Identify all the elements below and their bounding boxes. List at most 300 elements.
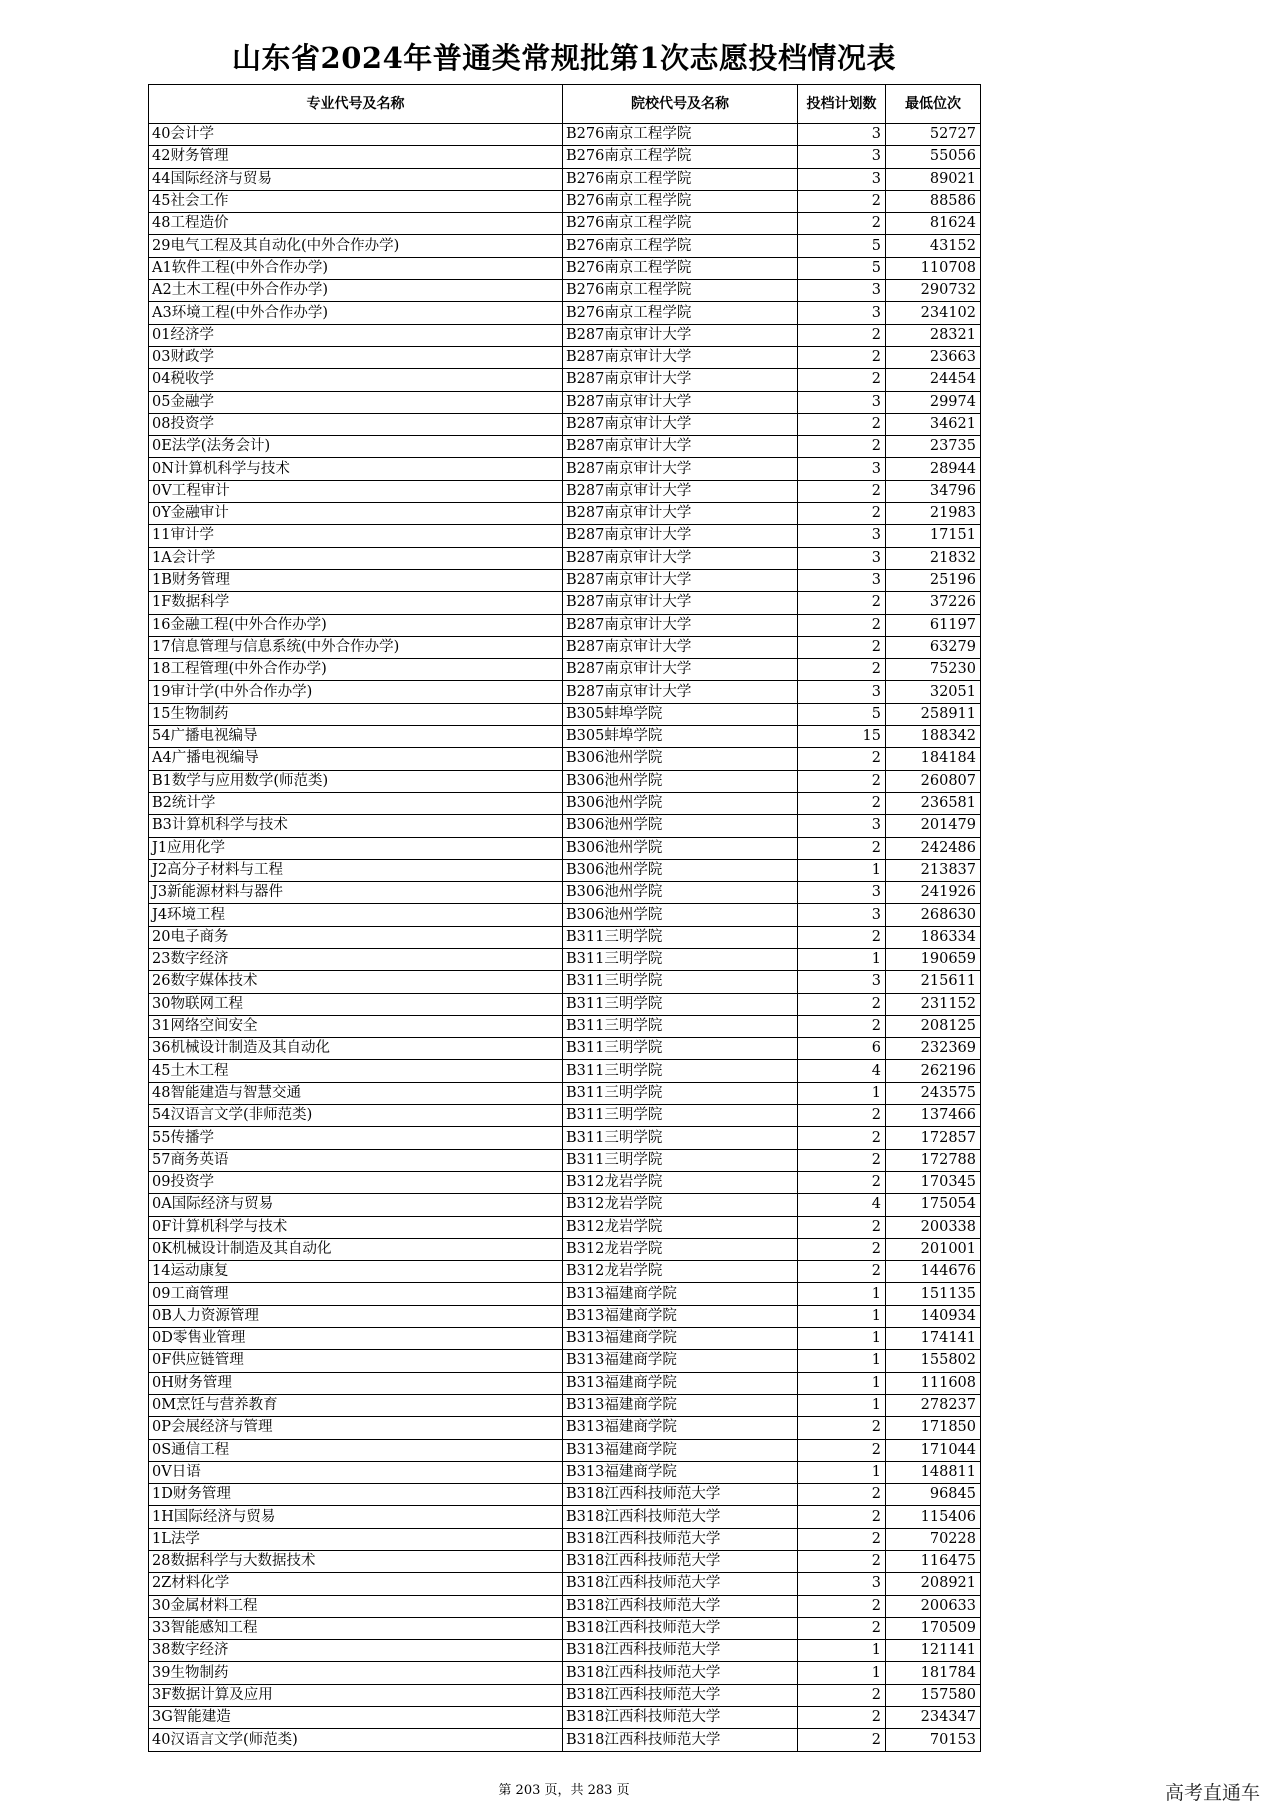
plan-cell: 2 bbox=[798, 503, 886, 525]
rank-cell: 70228 bbox=[886, 1528, 981, 1550]
rank-cell: 200338 bbox=[886, 1216, 981, 1238]
rank-cell: 208921 bbox=[886, 1573, 981, 1595]
header-school: 院校代号及名称 bbox=[563, 85, 798, 124]
plan-cell: 3 bbox=[798, 124, 886, 146]
major-cell: 20电子商务 bbox=[149, 926, 563, 948]
table-row bbox=[149, 1573, 981, 1595]
major-cell: B2统计学 bbox=[149, 792, 563, 814]
major-cell: J1应用化学 bbox=[149, 837, 563, 859]
school-cell: B287南京审计大学 bbox=[563, 458, 798, 480]
rank-cell: 172788 bbox=[886, 1149, 981, 1171]
rank-cell: 148811 bbox=[886, 1461, 981, 1483]
major-cell: 0P会展经济与管理 bbox=[149, 1417, 563, 1439]
plan-cell: 1 bbox=[798, 1305, 886, 1327]
major-cell: 36机械设计制造及其自动化 bbox=[149, 1038, 563, 1060]
table-row bbox=[149, 948, 981, 970]
school-cell: B287南京审计大学 bbox=[563, 681, 798, 703]
plan-cell: 2 bbox=[798, 1127, 886, 1149]
rank-cell: 234347 bbox=[886, 1707, 981, 1729]
school-cell: B311三明学院 bbox=[563, 1082, 798, 1104]
school-cell: B313福建商学院 bbox=[563, 1439, 798, 1461]
plan-cell: 3 bbox=[798, 525, 886, 547]
school-cell: B318江西科技师范大学 bbox=[563, 1528, 798, 1550]
school-cell: B276南京工程学院 bbox=[563, 257, 798, 279]
school-cell: B287南京审计大学 bbox=[563, 324, 798, 346]
header-rank: 最低位次 bbox=[886, 85, 981, 124]
school-cell: B311三明学院 bbox=[563, 971, 798, 993]
plan-cell: 1 bbox=[798, 1394, 886, 1416]
school-cell: B318江西科技师范大学 bbox=[563, 1729, 798, 1751]
school-cell: B306池州学院 bbox=[563, 904, 798, 926]
major-cell: 3F数据计算及应用 bbox=[149, 1684, 563, 1706]
school-cell: B318江西科技师范大学 bbox=[563, 1684, 798, 1706]
plan-cell: 1 bbox=[798, 1662, 886, 1684]
table-row bbox=[149, 1105, 981, 1127]
major-cell: 0D零售业管理 bbox=[149, 1328, 563, 1350]
plan-cell: 3 bbox=[798, 1573, 886, 1595]
school-cell: B318江西科技师范大学 bbox=[563, 1707, 798, 1729]
school-cell: B287南京审计大学 bbox=[563, 413, 798, 435]
plan-cell: 2 bbox=[798, 1707, 886, 1729]
rank-cell: 172857 bbox=[886, 1127, 981, 1149]
rank-cell: 110708 bbox=[886, 257, 981, 279]
plan-cell: 2 bbox=[798, 1551, 886, 1573]
table-row bbox=[149, 235, 981, 257]
school-cell: B287南京审计大学 bbox=[563, 614, 798, 636]
major-cell: 42财务管理 bbox=[149, 146, 563, 168]
table-row bbox=[149, 1372, 981, 1394]
school-cell: B313福建商学院 bbox=[563, 1283, 798, 1305]
rank-cell: 186334 bbox=[886, 926, 981, 948]
page-title: 山东省2024年普通类常规批第1次志愿投档情况表 bbox=[232, 41, 896, 75]
major-cell: 04税收学 bbox=[149, 369, 563, 391]
rank-cell: 157580 bbox=[886, 1684, 981, 1706]
rank-cell: 116475 bbox=[886, 1551, 981, 1573]
plan-cell: 5 bbox=[798, 703, 886, 725]
rank-cell: 241926 bbox=[886, 882, 981, 904]
rank-cell: 242486 bbox=[886, 837, 981, 859]
major-cell: 54汉语言文学(非师范类) bbox=[149, 1105, 563, 1127]
major-cell: 19审计学(中外合作办学) bbox=[149, 681, 563, 703]
rank-cell: 215611 bbox=[886, 971, 981, 993]
school-cell: B287南京审计大学 bbox=[563, 436, 798, 458]
plan-cell: 2 bbox=[798, 1216, 886, 1238]
rank-cell: 258911 bbox=[886, 703, 981, 725]
school-cell: B312龙岩学院 bbox=[563, 1216, 798, 1238]
plan-cell: 1 bbox=[798, 1640, 886, 1662]
table-row bbox=[149, 681, 981, 703]
major-cell: A1软件工程(中外合作办学) bbox=[149, 257, 563, 279]
major-cell: 29电气工程及其自动化(中外合作办学) bbox=[149, 235, 563, 257]
school-cell: B311三明学院 bbox=[563, 993, 798, 1015]
school-cell: B311三明学院 bbox=[563, 1015, 798, 1037]
major-cell: 48工程造价 bbox=[149, 213, 563, 235]
rank-cell: 278237 bbox=[886, 1394, 981, 1416]
school-cell: B287南京审计大学 bbox=[563, 659, 798, 681]
school-cell: B306池州学院 bbox=[563, 770, 798, 792]
major-cell: B1数学与应用数学(师范类) bbox=[149, 770, 563, 792]
table-row bbox=[149, 1283, 981, 1305]
major-cell: 44国际经济与贸易 bbox=[149, 168, 563, 190]
table-row bbox=[149, 480, 981, 502]
major-cell: 0V日语 bbox=[149, 1461, 563, 1483]
school-cell: B287南京审计大学 bbox=[563, 525, 798, 547]
table-row bbox=[149, 1350, 981, 1372]
school-cell: B287南京审计大学 bbox=[563, 592, 798, 614]
rank-cell: 188342 bbox=[886, 726, 981, 748]
major-cell: 0K机械设计制造及其自动化 bbox=[149, 1238, 563, 1260]
rank-cell: 25196 bbox=[886, 569, 981, 591]
major-cell: 0F供应链管理 bbox=[149, 1350, 563, 1372]
rank-cell: 175054 bbox=[886, 1194, 981, 1216]
table-row bbox=[149, 748, 981, 770]
rank-cell: 234102 bbox=[886, 302, 981, 324]
major-cell: 0S通信工程 bbox=[149, 1439, 563, 1461]
school-cell: B312龙岩学院 bbox=[563, 1238, 798, 1260]
rank-cell: 231152 bbox=[886, 993, 981, 1015]
major-cell: A2土木工程(中外合作办学) bbox=[149, 280, 563, 302]
rank-cell: 144676 bbox=[886, 1261, 981, 1283]
school-cell: B287南京审计大学 bbox=[563, 547, 798, 569]
header-plan: 投档计划数 bbox=[798, 85, 886, 124]
school-cell: B311三明学院 bbox=[563, 1060, 798, 1082]
major-cell: 01经济学 bbox=[149, 324, 563, 346]
plan-cell: 1 bbox=[798, 1328, 886, 1350]
table-row bbox=[149, 1194, 981, 1216]
major-cell: 0H财务管理 bbox=[149, 1372, 563, 1394]
school-cell: B276南京工程学院 bbox=[563, 302, 798, 324]
school-cell: B306池州学院 bbox=[563, 837, 798, 859]
major-cell: 1F数据科学 bbox=[149, 592, 563, 614]
rank-cell: 290732 bbox=[886, 280, 981, 302]
table-row bbox=[149, 1305, 981, 1327]
plan-cell: 2 bbox=[798, 1595, 886, 1617]
major-cell: 0Y金融审计 bbox=[149, 503, 563, 525]
plan-cell: 2 bbox=[798, 636, 886, 658]
major-cell: 2Z材料化学 bbox=[149, 1573, 563, 1595]
school-cell: B312龙岩学院 bbox=[563, 1171, 798, 1193]
rank-cell: 21983 bbox=[886, 503, 981, 525]
plan-cell: 2 bbox=[798, 1149, 886, 1171]
plan-cell: 2 bbox=[798, 1506, 886, 1528]
school-cell: B276南京工程学院 bbox=[563, 146, 798, 168]
plan-cell: 2 bbox=[798, 659, 886, 681]
table-row bbox=[149, 636, 981, 658]
table-row bbox=[149, 1328, 981, 1350]
plan-cell: 1 bbox=[798, 1461, 886, 1483]
table-row bbox=[149, 458, 981, 480]
rank-cell: 140934 bbox=[886, 1305, 981, 1327]
table-header-row bbox=[149, 85, 981, 124]
rank-cell: 201479 bbox=[886, 815, 981, 837]
plan-cell: 1 bbox=[798, 948, 886, 970]
plan-cell: 5 bbox=[798, 257, 886, 279]
plan-cell: 2 bbox=[798, 190, 886, 212]
table-row bbox=[149, 1216, 981, 1238]
rank-cell: 171044 bbox=[886, 1439, 981, 1461]
header-major: 专业代号及名称 bbox=[149, 85, 563, 124]
major-cell: 0B人力资源管理 bbox=[149, 1305, 563, 1327]
table-row bbox=[149, 904, 981, 926]
rank-cell: 23663 bbox=[886, 346, 981, 368]
school-cell: B306池州学院 bbox=[563, 792, 798, 814]
rank-cell: 28944 bbox=[886, 458, 981, 480]
table-row bbox=[149, 525, 981, 547]
table-row bbox=[149, 369, 981, 391]
rank-cell: 121141 bbox=[886, 1640, 981, 1662]
school-cell: B287南京审计大学 bbox=[563, 480, 798, 502]
plan-cell: 2 bbox=[798, 480, 886, 502]
major-cell: 30物联网工程 bbox=[149, 993, 563, 1015]
plan-cell: 2 bbox=[798, 1484, 886, 1506]
major-cell: 14运动康复 bbox=[149, 1261, 563, 1283]
table-row bbox=[149, 1640, 981, 1662]
rank-cell: 34796 bbox=[886, 480, 981, 502]
plan-cell: 2 bbox=[798, 614, 886, 636]
school-cell: B276南京工程学院 bbox=[563, 280, 798, 302]
table-row bbox=[149, 1015, 981, 1037]
major-cell: 0M烹饪与营养教育 bbox=[149, 1394, 563, 1416]
rank-cell: 63279 bbox=[886, 636, 981, 658]
plan-cell: 3 bbox=[798, 302, 886, 324]
school-cell: B312龙岩学院 bbox=[563, 1261, 798, 1283]
plan-cell: 3 bbox=[798, 882, 886, 904]
plan-cell: 2 bbox=[798, 1439, 886, 1461]
table-row bbox=[149, 1149, 981, 1171]
major-cell: J4环境工程 bbox=[149, 904, 563, 926]
major-cell: 18工程管理(中外合作办学) bbox=[149, 659, 563, 681]
table-row bbox=[149, 1261, 981, 1283]
table-row bbox=[149, 1528, 981, 1550]
plan-cell: 3 bbox=[798, 569, 886, 591]
school-cell: B306池州学院 bbox=[563, 882, 798, 904]
school-cell: B313福建商学院 bbox=[563, 1417, 798, 1439]
table-row bbox=[149, 324, 981, 346]
plan-cell: 3 bbox=[798, 168, 886, 190]
plan-cell: 6 bbox=[798, 1038, 886, 1060]
table-row bbox=[149, 770, 981, 792]
school-cell: B287南京审计大学 bbox=[563, 391, 798, 413]
plan-cell: 3 bbox=[798, 146, 886, 168]
admission-table bbox=[148, 84, 981, 1752]
rank-cell: 184184 bbox=[886, 748, 981, 770]
rank-cell: 28321 bbox=[886, 324, 981, 346]
school-cell: B318江西科技师范大学 bbox=[563, 1506, 798, 1528]
school-cell: B318江西科技师范大学 bbox=[563, 1640, 798, 1662]
table-row bbox=[149, 1729, 981, 1751]
major-cell: 33智能感知工程 bbox=[149, 1617, 563, 1639]
major-cell: 1L法学 bbox=[149, 1528, 563, 1550]
major-cell: A4广播电视编导 bbox=[149, 748, 563, 770]
rank-cell: 262196 bbox=[886, 1060, 981, 1082]
table-row bbox=[149, 1662, 981, 1684]
school-cell: B276南京工程学院 bbox=[563, 190, 798, 212]
school-cell: B313福建商学院 bbox=[563, 1461, 798, 1483]
rank-cell: 21832 bbox=[886, 547, 981, 569]
major-cell: 1B财务管理 bbox=[149, 569, 563, 591]
table-row bbox=[149, 1127, 981, 1149]
school-cell: B306池州学院 bbox=[563, 815, 798, 837]
rank-cell: 170509 bbox=[886, 1617, 981, 1639]
rank-cell: 137466 bbox=[886, 1105, 981, 1127]
school-cell: B287南京审计大学 bbox=[563, 636, 798, 658]
plan-cell: 2 bbox=[798, 1729, 886, 1751]
rank-cell: 70153 bbox=[886, 1729, 981, 1751]
major-cell: 45土木工程 bbox=[149, 1060, 563, 1082]
rank-cell: 236581 bbox=[886, 792, 981, 814]
rank-cell: 52727 bbox=[886, 124, 981, 146]
major-cell: 38数字经济 bbox=[149, 1640, 563, 1662]
school-cell: B318江西科技师范大学 bbox=[563, 1617, 798, 1639]
rank-cell: 200633 bbox=[886, 1595, 981, 1617]
school-cell: B311三明学院 bbox=[563, 1149, 798, 1171]
rank-cell: 232369 bbox=[886, 1038, 981, 1060]
major-cell: 48智能建造与智慧交通 bbox=[149, 1082, 563, 1104]
major-cell: 09投资学 bbox=[149, 1171, 563, 1193]
major-cell: 11审计学 bbox=[149, 525, 563, 547]
school-cell: B318江西科技师范大学 bbox=[563, 1662, 798, 1684]
rank-cell: 43152 bbox=[886, 235, 981, 257]
table-row bbox=[149, 547, 981, 569]
major-cell: 28数据科学与大数据技术 bbox=[149, 1551, 563, 1573]
major-cell: 08投资学 bbox=[149, 413, 563, 435]
plan-cell: 2 bbox=[798, 324, 886, 346]
table-row bbox=[149, 1684, 981, 1706]
rank-cell: 155802 bbox=[886, 1350, 981, 1372]
table-row bbox=[149, 792, 981, 814]
rank-cell: 115406 bbox=[886, 1506, 981, 1528]
plan-cell: 3 bbox=[798, 904, 886, 926]
major-cell: 26数字媒体技术 bbox=[149, 971, 563, 993]
plan-cell: 2 bbox=[798, 592, 886, 614]
major-cell: 03财政学 bbox=[149, 346, 563, 368]
school-cell: B306池州学院 bbox=[563, 859, 798, 881]
major-cell: 55传播学 bbox=[149, 1127, 563, 1149]
rank-cell: 174141 bbox=[886, 1328, 981, 1350]
table-row bbox=[149, 413, 981, 435]
major-cell: 40会计学 bbox=[149, 124, 563, 146]
plan-cell: 2 bbox=[798, 213, 886, 235]
table-row bbox=[149, 1060, 981, 1082]
table-row bbox=[149, 882, 981, 904]
school-cell: B318江西科技师范大学 bbox=[563, 1484, 798, 1506]
major-cell: 45社会工作 bbox=[149, 190, 563, 212]
major-cell: 1A会计学 bbox=[149, 547, 563, 569]
rank-cell: 190659 bbox=[886, 948, 981, 970]
major-cell: 23数字经济 bbox=[149, 948, 563, 970]
table-row bbox=[149, 146, 981, 168]
school-cell: B287南京审计大学 bbox=[563, 569, 798, 591]
major-cell: 05金融学 bbox=[149, 391, 563, 413]
school-cell: B305蚌埠学院 bbox=[563, 726, 798, 748]
rank-cell: 201001 bbox=[886, 1238, 981, 1260]
school-cell: B287南京审计大学 bbox=[563, 369, 798, 391]
plan-cell: 2 bbox=[798, 792, 886, 814]
plan-cell: 4 bbox=[798, 1194, 886, 1216]
table-row bbox=[149, 569, 981, 591]
table-row bbox=[149, 1417, 981, 1439]
table-row bbox=[149, 124, 981, 146]
school-cell: B276南京工程学院 bbox=[563, 124, 798, 146]
table-row bbox=[149, 503, 981, 525]
plan-cell: 2 bbox=[798, 748, 886, 770]
major-cell: A3环境工程(中外合作办学) bbox=[149, 302, 563, 324]
major-cell: 0A国际经济与贸易 bbox=[149, 1194, 563, 1216]
table-row bbox=[149, 1551, 981, 1573]
plan-cell: 1 bbox=[798, 1283, 886, 1305]
plan-cell: 2 bbox=[798, 346, 886, 368]
major-cell: 17信息管理与信息系统(中外合作办学) bbox=[149, 636, 563, 658]
major-cell: 0N计算机科学与技术 bbox=[149, 458, 563, 480]
table-row bbox=[149, 346, 981, 368]
table-row bbox=[149, 391, 981, 413]
rank-cell: 29974 bbox=[886, 391, 981, 413]
rank-cell: 55056 bbox=[886, 146, 981, 168]
table-row bbox=[149, 1082, 981, 1104]
school-cell: B276南京工程学院 bbox=[563, 235, 798, 257]
major-cell: 0E法学(法务会计) bbox=[149, 436, 563, 458]
school-cell: B318江西科技师范大学 bbox=[563, 1595, 798, 1617]
plan-cell: 1 bbox=[798, 1350, 886, 1372]
table-row bbox=[149, 926, 981, 948]
plan-cell: 3 bbox=[798, 971, 886, 993]
major-cell: 31网络空间安全 bbox=[149, 1015, 563, 1037]
table-row bbox=[149, 614, 981, 636]
watermark: 高考直通车 bbox=[1164, 1782, 1260, 1804]
table-row bbox=[149, 1595, 981, 1617]
major-cell: 1H国际经济与贸易 bbox=[149, 1506, 563, 1528]
plan-cell: 2 bbox=[798, 1617, 886, 1639]
table-row bbox=[149, 168, 981, 190]
table-row bbox=[149, 1707, 981, 1729]
plan-cell: 3 bbox=[798, 547, 886, 569]
plan-cell: 4 bbox=[798, 1060, 886, 1082]
rank-cell: 75230 bbox=[886, 659, 981, 681]
table-row bbox=[149, 837, 981, 859]
school-cell: B306池州学院 bbox=[563, 748, 798, 770]
table-row bbox=[149, 703, 981, 725]
plan-cell: 3 bbox=[798, 391, 886, 413]
table-row bbox=[149, 1461, 981, 1483]
rank-cell: 213837 bbox=[886, 859, 981, 881]
rank-cell: 268630 bbox=[886, 904, 981, 926]
table-row bbox=[149, 859, 981, 881]
table-row bbox=[149, 1506, 981, 1528]
plan-cell: 2 bbox=[798, 369, 886, 391]
school-cell: B287南京审计大学 bbox=[563, 503, 798, 525]
table-row bbox=[149, 257, 981, 279]
major-cell: 54广播电视编导 bbox=[149, 726, 563, 748]
major-cell: J2高分子材料与工程 bbox=[149, 859, 563, 881]
school-cell: B311三明学院 bbox=[563, 1127, 798, 1149]
plan-cell: 2 bbox=[798, 1528, 886, 1550]
school-cell: B313福建商学院 bbox=[563, 1305, 798, 1327]
major-cell: 39生物制药 bbox=[149, 1662, 563, 1684]
major-cell: 1D财务管理 bbox=[149, 1484, 563, 1506]
rank-cell: 170345 bbox=[886, 1171, 981, 1193]
table-row bbox=[149, 436, 981, 458]
rank-cell: 171850 bbox=[886, 1417, 981, 1439]
table-row bbox=[149, 971, 981, 993]
table-row bbox=[149, 190, 981, 212]
plan-cell: 2 bbox=[798, 1015, 886, 1037]
plan-cell: 2 bbox=[798, 926, 886, 948]
table-body bbox=[149, 124, 981, 1752]
major-cell: 40汉语言文学(师范类) bbox=[149, 1729, 563, 1751]
school-cell: B313福建商学院 bbox=[563, 1328, 798, 1350]
table-row bbox=[149, 1238, 981, 1260]
plan-cell: 2 bbox=[798, 1238, 886, 1260]
